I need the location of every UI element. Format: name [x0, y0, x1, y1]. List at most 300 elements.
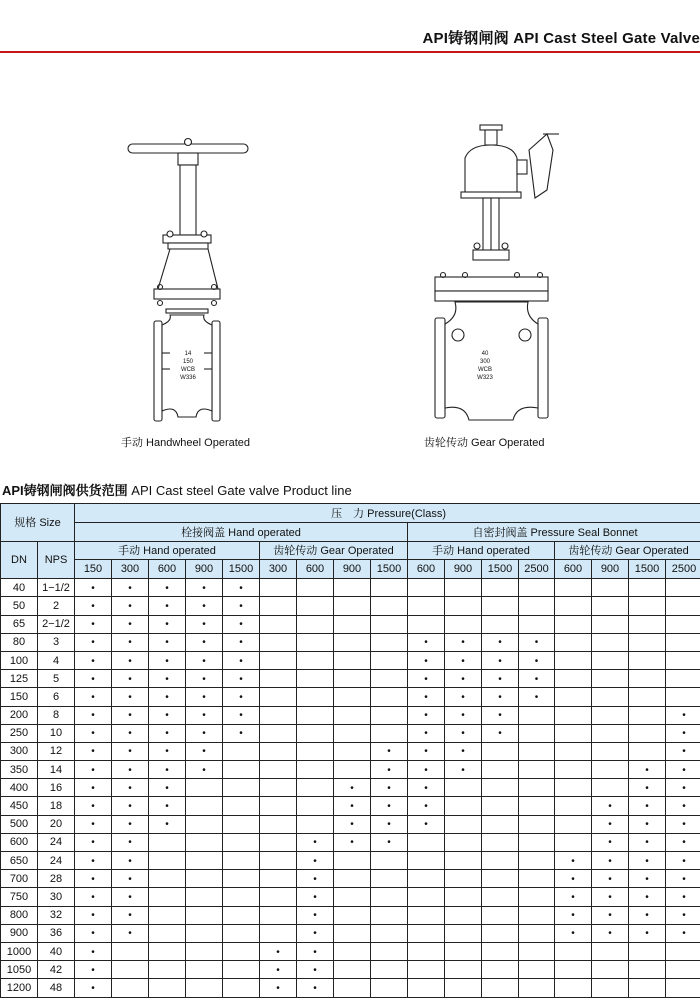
available-mark-cell	[112, 852, 149, 870]
empty-cell	[445, 852, 482, 870]
available-dot: •	[239, 655, 243, 667]
available-mark-cell	[408, 688, 445, 706]
empty-cell	[334, 633, 371, 651]
section-title-cn: API铸钢闸阀供货范围	[2, 483, 128, 498]
empty-cell	[629, 670, 666, 688]
available-dot: •	[91, 600, 95, 612]
available-mark-cell	[223, 670, 260, 688]
available-mark-cell	[186, 651, 223, 669]
available-dot: •	[682, 873, 686, 885]
available-mark-cell	[112, 579, 149, 597]
empty-cell	[445, 961, 482, 979]
available-mark-cell	[555, 906, 592, 924]
available-dot: •	[239, 619, 243, 631]
empty-cell	[629, 651, 666, 669]
empty-cell	[408, 579, 445, 597]
empty-cell	[186, 870, 223, 888]
available-dot: •	[165, 819, 169, 831]
available-mark-cell	[75, 579, 112, 597]
available-dot: •	[350, 819, 354, 831]
available-dot: •	[682, 819, 686, 831]
available-dot: •	[91, 582, 95, 594]
available-mark-cell	[75, 961, 112, 979]
empty-cell	[112, 961, 149, 979]
available-mark-cell	[112, 597, 149, 615]
available-mark-cell	[186, 688, 223, 706]
available-dot: •	[91, 891, 95, 903]
available-mark-cell	[592, 852, 629, 870]
empty-cell	[297, 779, 334, 797]
table-row	[1, 815, 700, 833]
empty-cell	[592, 670, 629, 688]
available-dot: •	[165, 673, 169, 685]
available-dot: •	[571, 873, 575, 885]
empty-cell	[186, 797, 223, 815]
pressure-header: 压 力 Pressure(Class)	[75, 504, 700, 523]
empty-cell	[408, 888, 445, 906]
available-dot: •	[128, 855, 132, 867]
available-mark-cell	[186, 633, 223, 651]
available-dot: •	[313, 910, 317, 922]
empty-cell	[666, 651, 700, 669]
empty-cell	[445, 579, 482, 597]
available-dot: •	[91, 710, 95, 722]
empty-cell	[629, 579, 666, 597]
available-dot: •	[682, 746, 686, 758]
available-dot: •	[128, 728, 132, 740]
empty-cell	[482, 779, 519, 797]
nps-cell: 1−1/2	[38, 579, 75, 597]
dn-cell: 200	[1, 706, 38, 724]
class-header: 1500	[482, 560, 519, 579]
table-body	[1, 579, 700, 997]
table-row	[1, 779, 700, 797]
available-mark-cell	[629, 761, 666, 779]
empty-cell	[519, 597, 555, 615]
available-mark-cell	[445, 761, 482, 779]
empty-cell	[408, 906, 445, 924]
available-mark-cell	[371, 742, 408, 760]
available-dot: •	[313, 982, 317, 994]
available-mark-cell	[75, 779, 112, 797]
available-mark-cell	[112, 924, 149, 942]
class-header: 2500	[519, 560, 555, 579]
available-mark-cell	[592, 906, 629, 924]
available-dot: •	[91, 910, 95, 922]
available-dot: •	[91, 873, 95, 885]
header-divider	[0, 51, 700, 53]
available-dot: •	[128, 637, 132, 649]
dn-cell: 150	[1, 688, 38, 706]
pseal-hand-header: 手动 Hand operated	[408, 541, 555, 560]
available-dot: •	[350, 782, 354, 794]
empty-cell	[445, 942, 482, 960]
page-header-title: API铸钢闸阀 API Cast Steel Gate Valve	[422, 30, 700, 47]
available-dot: •	[165, 782, 169, 794]
empty-cell	[666, 615, 700, 633]
available-dot: •	[571, 855, 575, 867]
available-mark-cell	[519, 651, 555, 669]
available-mark-cell	[297, 961, 334, 979]
dn-cell: 1050	[1, 961, 38, 979]
empty-cell	[519, 924, 555, 942]
available-dot: •	[461, 764, 465, 776]
available-dot: •	[128, 600, 132, 612]
available-dot: •	[461, 691, 465, 703]
empty-cell	[482, 579, 519, 597]
available-mark-cell	[555, 870, 592, 888]
empty-cell	[519, 906, 555, 924]
empty-cell	[555, 833, 592, 851]
dn-cell: 100	[1, 651, 38, 669]
available-mark-cell	[666, 906, 700, 924]
available-mark-cell	[149, 597, 186, 615]
empty-cell	[482, 924, 519, 942]
empty-cell	[223, 815, 260, 833]
available-dot: •	[645, 910, 649, 922]
empty-cell	[260, 870, 297, 888]
available-mark-cell	[334, 779, 371, 797]
available-mark-cell	[186, 670, 223, 688]
available-dot: •	[202, 691, 206, 703]
dn-cell: 800	[1, 906, 38, 924]
available-mark-cell	[112, 615, 149, 633]
nps-cell: 18	[38, 797, 75, 815]
available-dot: •	[682, 801, 686, 813]
empty-cell	[260, 815, 297, 833]
empty-cell	[334, 852, 371, 870]
available-dot: •	[645, 764, 649, 776]
dn-cell: 250	[1, 724, 38, 742]
empty-cell	[629, 742, 666, 760]
available-dot: •	[91, 728, 95, 740]
available-dot: •	[571, 891, 575, 903]
empty-cell	[519, 815, 555, 833]
available-dot: •	[276, 946, 280, 958]
available-dot: •	[165, 600, 169, 612]
empty-cell	[555, 961, 592, 979]
available-dot: •	[645, 928, 649, 940]
available-mark-cell	[75, 797, 112, 815]
empty-cell	[371, 706, 408, 724]
empty-cell	[371, 651, 408, 669]
empty-cell	[555, 815, 592, 833]
empty-cell	[629, 633, 666, 651]
available-dot: •	[202, 728, 206, 740]
empty-cell	[482, 870, 519, 888]
empty-cell	[186, 924, 223, 942]
available-mark-cell	[334, 815, 371, 833]
available-mark-cell	[408, 761, 445, 779]
available-mark-cell	[112, 688, 149, 706]
empty-cell	[186, 906, 223, 924]
class-header: 600	[555, 560, 592, 579]
available-dot: •	[202, 582, 206, 594]
available-mark-cell	[75, 888, 112, 906]
available-dot: •	[239, 582, 243, 594]
empty-cell	[334, 579, 371, 597]
empty-cell	[592, 724, 629, 742]
available-dot: •	[165, 619, 169, 631]
section-title-en: API Cast steel Gate valve Product line	[127, 483, 352, 498]
empty-cell	[334, 688, 371, 706]
available-mark-cell	[149, 688, 186, 706]
available-mark-cell	[592, 815, 629, 833]
available-dot: •	[91, 837, 95, 849]
available-dot: •	[239, 691, 243, 703]
available-mark-cell	[186, 761, 223, 779]
available-mark-cell	[297, 870, 334, 888]
empty-cell	[592, 779, 629, 797]
available-dot: •	[387, 782, 391, 794]
available-dot: •	[128, 910, 132, 922]
class-header: 300	[112, 560, 149, 579]
available-dot: •	[461, 637, 465, 649]
empty-cell	[482, 597, 519, 615]
available-mark-cell	[223, 724, 260, 742]
marking-line: 300	[479, 359, 490, 365]
available-mark-cell	[482, 688, 519, 706]
empty-cell	[260, 833, 297, 851]
available-mark-cell	[629, 779, 666, 797]
empty-cell	[408, 597, 445, 615]
empty-cell	[260, 651, 297, 669]
available-dot: •	[202, 655, 206, 667]
available-dot: •	[534, 673, 539, 685]
available-mark-cell	[112, 633, 149, 651]
available-mark-cell	[666, 724, 700, 742]
empty-cell	[592, 961, 629, 979]
available-mark-cell	[445, 688, 482, 706]
table-row	[1, 724, 700, 742]
empty-cell	[482, 942, 519, 960]
empty-cell	[629, 942, 666, 960]
dn-cell: 40	[1, 579, 38, 597]
available-dot: •	[571, 910, 575, 922]
available-mark-cell	[75, 761, 112, 779]
table-row	[1, 797, 700, 815]
empty-cell	[555, 670, 592, 688]
available-dot: •	[91, 855, 95, 867]
empty-cell	[555, 688, 592, 706]
available-dot: •	[202, 600, 206, 612]
available-dot: •	[424, 728, 428, 740]
empty-cell	[666, 633, 700, 651]
available-dot: •	[313, 891, 317, 903]
gear-caption: 齿轮传动 Gear Operated	[424, 437, 545, 449]
dn-cell: 700	[1, 870, 38, 888]
available-dot: •	[128, 928, 132, 940]
empty-cell	[371, 688, 408, 706]
marking-line: 150	[182, 359, 193, 365]
available-dot: •	[424, 655, 428, 667]
empty-cell	[334, 742, 371, 760]
empty-cell	[592, 706, 629, 724]
available-mark-cell	[297, 852, 334, 870]
empty-cell	[666, 979, 700, 997]
class-header-row	[1, 560, 700, 579]
nps-cell: 3	[38, 633, 75, 651]
available-mark-cell	[334, 833, 371, 851]
available-mark-cell	[408, 670, 445, 688]
marking-line: WCB	[181, 367, 195, 373]
available-dot: •	[608, 928, 612, 940]
gear-valve-drawing	[425, 120, 560, 430]
available-mark-cell	[482, 633, 519, 651]
available-dot: •	[313, 837, 317, 849]
empty-cell	[555, 651, 592, 669]
marking-line: WCB	[478, 367, 492, 373]
empty-cell	[519, 888, 555, 906]
empty-cell	[445, 833, 482, 851]
product-line-table	[0, 503, 700, 998]
available-mark-cell	[482, 724, 519, 742]
available-dot: •	[424, 673, 428, 685]
pseal-gear-header: 齿轮传动 Gear Operated	[555, 541, 700, 560]
empty-cell	[223, 961, 260, 979]
available-mark-cell	[482, 651, 519, 669]
empty-cell	[297, 579, 334, 597]
available-dot: •	[128, 746, 132, 758]
dn-cell: 900	[1, 924, 38, 942]
empty-cell	[371, 852, 408, 870]
empty-cell	[482, 815, 519, 833]
empty-cell	[371, 870, 408, 888]
available-dot: •	[498, 691, 502, 703]
available-dot: •	[202, 746, 206, 758]
available-mark-cell	[75, 852, 112, 870]
available-dot: •	[91, 946, 95, 958]
available-mark-cell	[149, 742, 186, 760]
available-mark-cell	[592, 870, 629, 888]
empty-cell	[334, 979, 371, 997]
empty-cell	[482, 961, 519, 979]
available-dot: •	[682, 837, 686, 849]
empty-cell	[519, 833, 555, 851]
available-mark-cell	[186, 724, 223, 742]
empty-cell	[555, 597, 592, 615]
available-mark-cell	[149, 670, 186, 688]
available-dot: •	[91, 964, 95, 976]
available-dot: •	[350, 837, 354, 849]
empty-cell	[223, 888, 260, 906]
available-mark-cell	[75, 706, 112, 724]
section-title	[2, 480, 352, 499]
class-header: 2500	[666, 560, 700, 579]
available-dot: •	[645, 801, 649, 813]
nps-cell: 28	[38, 870, 75, 888]
empty-cell	[555, 742, 592, 760]
available-dot: •	[424, 746, 428, 758]
available-mark-cell	[149, 797, 186, 815]
nps-header: NPS	[38, 541, 75, 579]
available-mark-cell	[592, 888, 629, 906]
available-dot: •	[645, 891, 649, 903]
nps-cell: 10	[38, 724, 75, 742]
available-mark-cell	[297, 833, 334, 851]
available-dot: •	[91, 673, 95, 685]
available-mark-cell	[149, 761, 186, 779]
empty-cell	[186, 779, 223, 797]
available-dot: •	[608, 801, 612, 813]
table-row	[1, 633, 700, 651]
available-dot: •	[239, 600, 243, 612]
empty-cell	[260, 742, 297, 760]
empty-cell	[223, 870, 260, 888]
table-row	[1, 688, 700, 706]
available-mark-cell	[75, 724, 112, 742]
empty-cell	[555, 797, 592, 815]
empty-cell	[186, 852, 223, 870]
available-mark-cell	[666, 833, 700, 851]
class-header: 600	[408, 560, 445, 579]
class-header: 1500	[371, 560, 408, 579]
available-dot: •	[239, 673, 243, 685]
empty-cell	[592, 942, 629, 960]
empty-cell	[519, 579, 555, 597]
available-dot: •	[91, 619, 95, 631]
available-mark-cell	[666, 706, 700, 724]
empty-cell	[149, 924, 186, 942]
available-mark-cell	[482, 670, 519, 688]
nps-cell: 12	[38, 742, 75, 760]
empty-cell	[297, 761, 334, 779]
dn-cell: 80	[1, 633, 38, 651]
table-row	[1, 833, 700, 851]
available-dot: •	[128, 891, 132, 903]
available-mark-cell	[112, 833, 149, 851]
available-dot: •	[424, 764, 428, 776]
available-dot: •	[498, 655, 502, 667]
empty-cell	[260, 597, 297, 615]
empty-cell	[482, 979, 519, 997]
dn-cell: 65	[1, 615, 38, 633]
available-mark-cell	[75, 633, 112, 651]
empty-cell	[334, 597, 371, 615]
handwheel-caption: 手动 Handwheel Operated	[121, 437, 251, 449]
empty-cell	[408, 833, 445, 851]
available-dot: •	[165, 801, 169, 813]
table-row	[1, 579, 700, 597]
empty-cell	[555, 724, 592, 742]
available-dot: •	[645, 819, 649, 831]
available-dot: •	[461, 746, 465, 758]
available-mark-cell	[149, 724, 186, 742]
empty-cell	[186, 961, 223, 979]
available-dot: •	[165, 582, 169, 594]
available-mark-cell	[666, 761, 700, 779]
dn-cell: 500	[1, 815, 38, 833]
available-dot: •	[645, 873, 649, 885]
empty-cell	[482, 761, 519, 779]
available-mark-cell	[666, 815, 700, 833]
class-header: 300	[260, 560, 297, 579]
available-mark-cell	[149, 579, 186, 597]
empty-cell	[482, 833, 519, 851]
empty-cell	[223, 906, 260, 924]
available-dot: •	[498, 637, 502, 649]
empty-cell	[371, 888, 408, 906]
empty-cell	[371, 906, 408, 924]
available-mark-cell	[408, 633, 445, 651]
available-dot: •	[608, 819, 612, 831]
empty-cell	[666, 670, 700, 688]
empty-cell	[297, 633, 334, 651]
available-dot: •	[91, 801, 95, 813]
empty-cell	[408, 870, 445, 888]
empty-cell	[555, 579, 592, 597]
empty-cell	[334, 906, 371, 924]
